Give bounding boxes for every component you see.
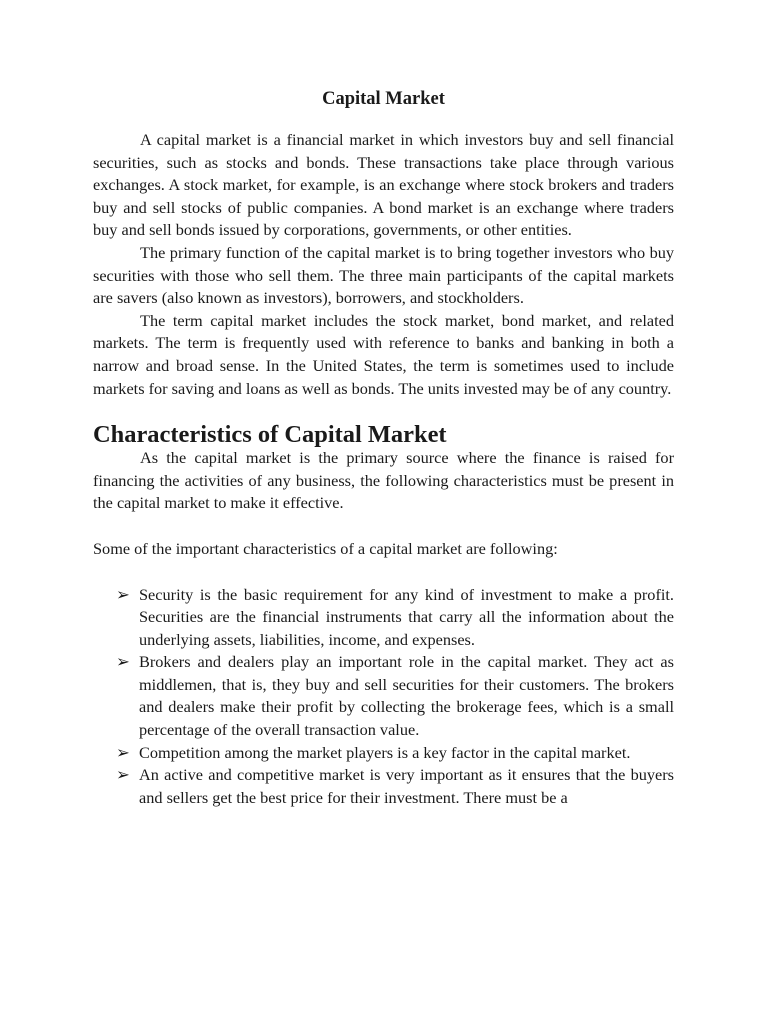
arrow-bullet-icon: ➢ — [116, 742, 130, 762]
document-title: Capital Market — [322, 89, 445, 109]
list-item-text: Security is the basic requirement for any kind of investment to make a profit. Securities are the financial instruments that carry all the information about the underlying assets, liabilities, income, and expenses. — [139, 584, 674, 649]
list-item — [93, 742, 674, 765]
characteristics-heading: Characteristics of Capital Market — [93, 421, 447, 449]
section-spacer — [93, 400, 674, 423]
document-page — [93, 85, 674, 809]
list-item-text: Brokers and dealers play an important role in the capital market. They act as middlemen, that is, they buy and sell securities for their customers. The brokers and dealers make their profit by collecting the brokerage fees, which is a small percentage of the overall transaction value. — [139, 652, 674, 740]
characteristics-paragraph: As the capital market is the primary source where the finance is raised for financing the activities of any business, the following characteristics must be present in the capital market to make it effective. — [93, 448, 674, 513]
arrow-bullet-icon: ➢ — [116, 652, 130, 672]
list-item-text: Competition among the market players is a key factor in the capital market. — [139, 742, 631, 762]
characteristics-list — [93, 584, 674, 810]
intro-paragraph-2: The primary function of the capital market is to bring together investors who buy securities with those who sell them. The three main participants of the capital markets are savers (also known as investors), borrowers, and stockholders. — [93, 242, 674, 308]
list-item — [93, 764, 674, 809]
list-item-text: An active and competitive market is very important as it ensures that the buyers and sellers get the best price for their investment. There must be a — [139, 765, 674, 807]
section-spacer — [93, 561, 674, 584]
list-item — [93, 651, 674, 741]
arrow-bullet-icon: ➢ — [116, 584, 130, 604]
list-item — [93, 584, 674, 652]
intro-paragraph-3: The term capital market includes the stock market, bond market, and related markets. The term is frequently used with reference to banks and banking in both a narrow and broad sense. In the United States, the term is sometimes used to include markets for saving and loans as well as bonds. The units invested may be of any country. — [93, 310, 674, 398]
intro-paragraph-1: A capital market is a financial market in which investors buy and sell financial securities, such as stocks and bonds. These transactions take place through various exchanges. A stock market, for example, is an exchange where stock brokers and traders buy and sell stocks of public companies. A bond market is an exchange where traders buy and sell bonds issued by corporations, governments, or other entities. — [93, 130, 674, 240]
section-spacer — [93, 515, 674, 538]
arrow-bullet-icon: ➢ — [116, 765, 130, 785]
list-intro: Some of the important characteristics of a capital market are following: — [93, 538, 558, 558]
